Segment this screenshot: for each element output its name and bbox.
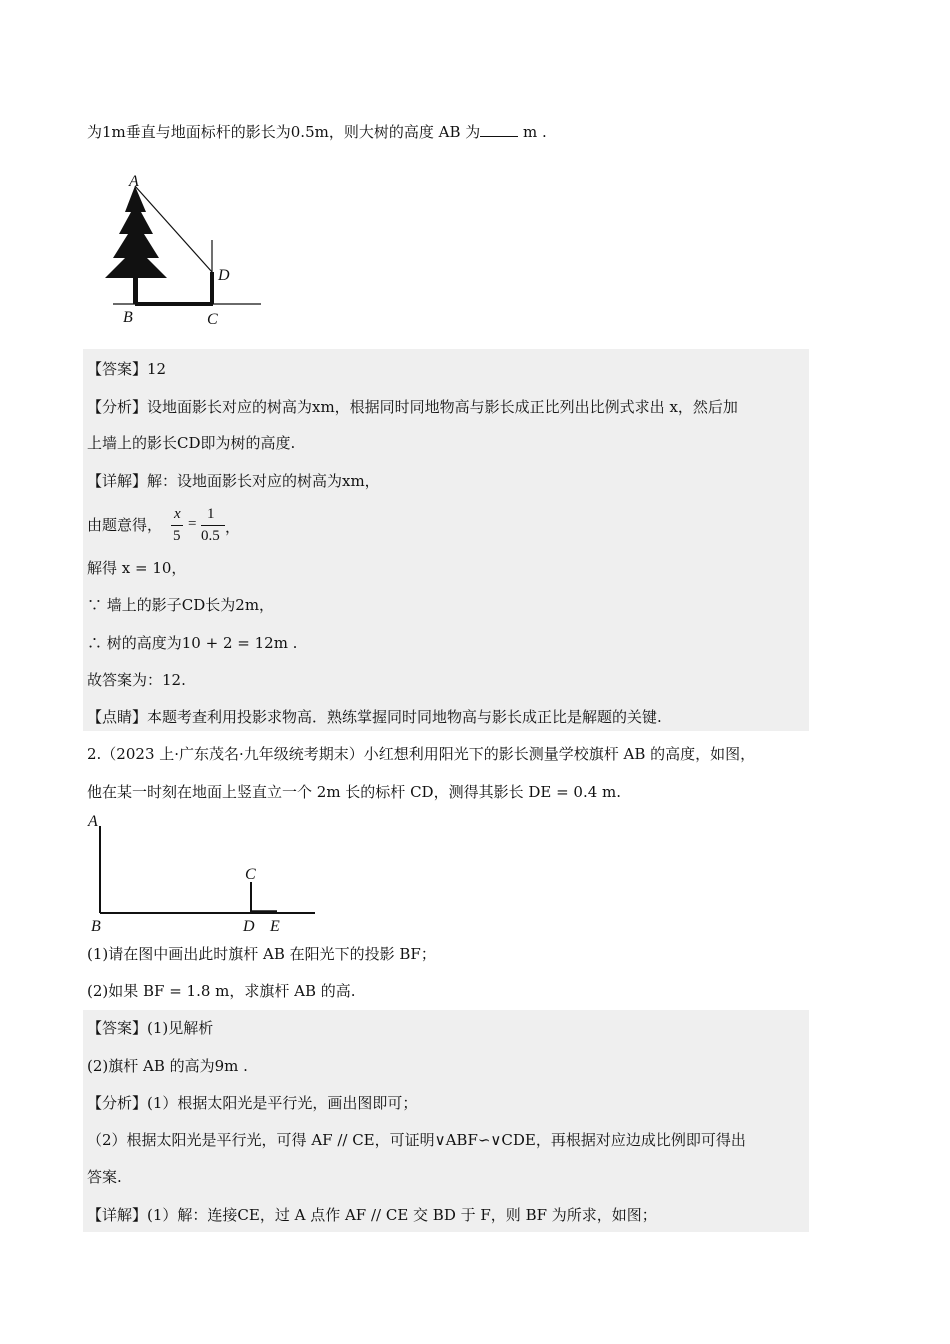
q2-subquestion-1: (1)请在图中画出此时旗杆 AB 在阳光下的投影 BF；	[87, 945, 436, 963]
q2-detail-1: 【详解】(1）解：连接CE，过 A 点作 AF // CE 交 BD 于 F，则 BF 为所求，如图；	[87, 1206, 657, 1224]
q2-analysis-2: （2）根据太阳光是平行光，可得 AF // CE，可证明∨ABF∽∨CDE，再根据对应边成比例即可得出	[87, 1131, 746, 1149]
q2-stem-line-1: 2.（2023 上·广东茂名·九年级统考期末）小红想利用阳光下的影长测量学校旗杆 AB 的高度，如图，	[87, 745, 756, 763]
q2-answer-1: 【答案】(1)见解析	[87, 1019, 214, 1037]
q1-stem	[87, 122, 547, 142]
label-c: C	[245, 866, 256, 883]
q1-detail-line-3: 解得 x = 10，	[87, 559, 187, 577]
label-d: D	[218, 267, 230, 284]
q1-analysis-line-1: 【分析】设地面影长对应的树高为xm，根据同时同地物高与影长成正比列出比例式求出 x，然后加	[87, 398, 738, 416]
q2-analysis-3: 答案.	[87, 1168, 122, 1186]
q1-answer: 【答案】12	[87, 360, 167, 378]
q2-solution-box	[83, 1010, 809, 1232]
q1-analysis-line-2: 上墙上的影长CD即为树的高度.	[87, 434, 296, 452]
label-b: B	[91, 918, 101, 935]
label-e: E	[270, 918, 280, 935]
frac-left-num: x	[174, 506, 181, 522]
frac-comma: ，	[225, 520, 241, 536]
q1-detail-line-4: ∵ 墙上的影子CD长为2m，	[87, 596, 275, 614]
q2-answer-2: (2)旗杆 AB 的高为9m .	[87, 1057, 248, 1075]
frac-equals: =	[188, 516, 197, 532]
tree-shadow-figure	[95, 172, 270, 332]
label-b: B	[123, 309, 133, 326]
q2-subquestion-2: (2)如果 BF = 1.8 m，求旗杆 AB 的高.	[87, 982, 356, 1000]
q2-stem-line-2: 他在某一时刻在地面上竖直立一个 2m 长的标杆 CD，测得其影长 DE = 0.4 m.	[87, 783, 622, 801]
label-c: C	[207, 311, 218, 328]
q2-analysis-1: 【分析】(1）根据太阳光是平行光，画出图即可；	[87, 1094, 418, 1112]
q1-detail-line-1: 【详解】解：设地面影长对应的树高为xm，	[87, 472, 380, 490]
frac-right-den: 0.5	[201, 528, 220, 544]
q1-detail-line-6: 故答案为：12.	[87, 671, 186, 689]
q1-stem-text: 为1m垂直与地面标杆的影长为0.5m，则大树的高度 AB 为	[87, 123, 481, 141]
frac-right-bar	[201, 525, 225, 526]
frac-right-num: 1	[207, 506, 215, 522]
frac-left-den: 5	[173, 528, 181, 544]
q1-detail-line-2: 由题意得，	[87, 516, 163, 534]
label-d: D	[243, 918, 255, 935]
label-a: A	[88, 813, 98, 830]
answer-blank	[480, 122, 518, 137]
q1-comment: 【点睛】本题考查利用投影求物高．熟练掌握同时同地物高与影长成正比是解题的关键.	[87, 708, 662, 726]
q1-stem-unit: m .	[523, 123, 547, 141]
frac-left-bar	[171, 525, 183, 526]
proportion-equation	[170, 506, 241, 546]
q1-detail-line-5: ∴ 树的高度为10 + 2 = 12m .	[87, 634, 298, 652]
tree-icon	[105, 186, 167, 304]
flagpole-figure	[85, 810, 325, 935]
label-a: A	[129, 173, 139, 190]
